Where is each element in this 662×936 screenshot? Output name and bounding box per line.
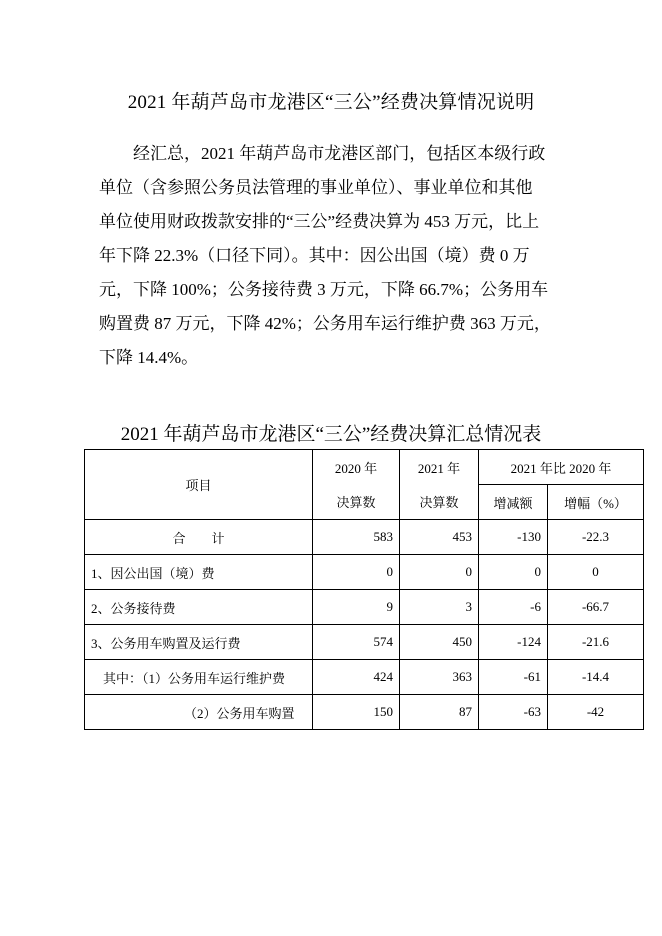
row-item: 其中：（1）公务用车运行维护费 <box>85 660 313 695</box>
row-rate: -22.3 <box>548 520 644 555</box>
row-2021-value: 453 <box>400 520 479 555</box>
header-2020-line2: 决算数 <box>336 495 376 510</box>
row-item: 合 计 <box>85 520 313 555</box>
row-rate: -14.4 <box>548 660 644 695</box>
explanation-paragraph <box>99 137 562 375</box>
row-diff: -63 <box>479 695 548 730</box>
row-diff: 0 <box>479 555 548 590</box>
header-2021 <box>400 450 479 520</box>
table-header-row <box>85 450 644 485</box>
row-2021-value: 450 <box>400 625 479 660</box>
row-2021-value: 0 <box>400 555 479 590</box>
header-2020-line1: 2020 年 <box>334 461 378 476</box>
row-rate: -21.6 <box>548 625 644 660</box>
header-2021-line1: 2021 年 <box>417 461 461 476</box>
paragraph-line: 元，下降 100%；公务接待费 3 万元，下降 66.7%；公务用车 <box>99 280 549 299</box>
summary-table <box>84 449 644 730</box>
table-row <box>85 520 644 555</box>
table-row <box>85 660 644 695</box>
header-change-amount: 增减额 <box>479 485 548 520</box>
table-row <box>85 555 644 590</box>
row-2020-value: 9 <box>313 590 400 625</box>
row-2020-value: 583 <box>313 520 400 555</box>
row-diff: -6 <box>479 590 548 625</box>
row-item: 1、因公出国（境）费 <box>85 555 313 590</box>
row-rate: -42 <box>548 695 644 730</box>
document-title: 2021 年葫芦岛市龙港区“三公”经费决算情况说明 <box>127 92 535 113</box>
row-2020-value: 0 <box>313 555 400 590</box>
row-2021-value: 3 <box>400 590 479 625</box>
paragraph-line: 单位使用财政拨款安排的“三公”经费决算为 453 万元，比上 <box>99 212 540 231</box>
header-change-rate: 增幅（%） <box>548 485 644 520</box>
row-diff: -124 <box>479 625 548 660</box>
row-diff: -61 <box>479 660 548 695</box>
table-title: 2021 年葫芦岛市龙港区“三公”经费决算汇总情况表 <box>120 424 542 445</box>
table-row <box>85 695 644 730</box>
row-diff: -130 <box>479 520 548 555</box>
header-2020 <box>313 450 400 520</box>
paragraph-line: 购置费 87 万元，下降 42%；公务用车运行维护费 363 万元， <box>99 314 551 333</box>
row-2021-value: 363 <box>400 660 479 695</box>
row-item: 2、公务接待费 <box>85 590 313 625</box>
paragraph-line: 单位（含参照公务员法管理的事业单位）、事业单位和其他 <box>99 178 533 197</box>
row-2021-value: 87 <box>400 695 479 730</box>
table-row <box>85 625 644 660</box>
paragraph-line: 年下降 22.3%（口径下同）。其中：因公出国（境）费 0 万 <box>99 246 530 265</box>
row-2020-value: 150 <box>313 695 400 730</box>
header-2021-line2: 决算数 <box>419 495 459 510</box>
paragraph-line: 经汇总，2021 年葫芦岛市龙港区部门，包括区本级行政 <box>99 144 546 163</box>
row-2020-value: 424 <box>313 660 400 695</box>
row-rate: 0 <box>548 555 644 590</box>
header-compare: 2021 年比 2020 年 <box>479 450 644 485</box>
row-item: （2）公务用车购置 <box>85 695 313 730</box>
table-row <box>85 590 644 625</box>
paragraph-line: 下降 14.4%。 <box>99 348 199 367</box>
row-item: 3、公务用车购置及运行费 <box>85 625 313 660</box>
row-rate: -66.7 <box>548 590 644 625</box>
row-2020-value: 574 <box>313 625 400 660</box>
header-item: 项目 <box>85 450 313 520</box>
